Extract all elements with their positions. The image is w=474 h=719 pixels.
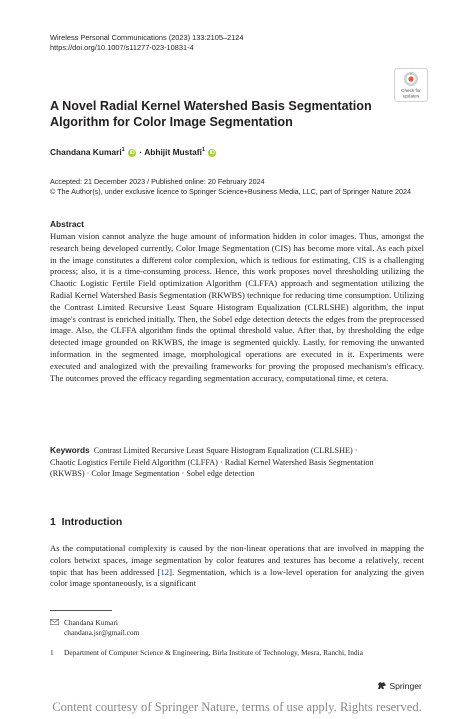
author-name[interactable]: Chandana Kumari (50, 147, 122, 157)
publication-dates (50, 177, 411, 196)
envelope-icon (50, 618, 59, 628)
journal-citation: Wireless Personal Communications (2023) 133:2105–2124 (50, 33, 244, 42)
keywords-text: Contrast Limited Recursive Least Square Histogram Equalization (CLRLSHE) · Chaotic Logistics Fertile Field Algorithm (CLFFA) · Radial Kernel Watershed Basis Segmentation (RKWBS) · Color Image Segmentation · Sobel edge detection (50, 446, 374, 479)
title-line-2: Algorithm for Color Image Segmentation (50, 115, 293, 129)
citation-link[interactable]: 12 (160, 566, 170, 577)
affiliation-footnote (50, 648, 390, 658)
section-title: Introduction (61, 517, 123, 528)
author-affiliation-mark: 1 (121, 147, 125, 154)
contact-email[interactable]: chandana.jsr@gmail.com (64, 627, 140, 637)
copyright-line: © The Author(s), under exclusive licence to Springer Science+Business Media, LLC, part of Springer Nature 2024 (50, 186, 411, 196)
affiliation-text: Department of Computer Science & Engineering, Birla Institute of Technology, Mesra, Ranchi, India (64, 648, 363, 657)
check-label-1: Check for (401, 88, 421, 93)
springer-logo (377, 681, 422, 691)
author-list (50, 147, 217, 157)
section-heading (50, 517, 122, 528)
journal-header (50, 33, 244, 53)
author-name[interactable]: Abhijit Mustafi (144, 147, 202, 157)
keywords-label: Keywords (50, 445, 90, 455)
orcid-icon[interactable]: iD (129, 150, 135, 156)
check-for-updates-icon (394, 68, 428, 102)
abstract-text: Human vision cannot analyze the huge amount of information hidden in color images. Thus, amongst the research being developed currently, Color Image Segmentation (CIS) has become more vital. As each pixel in the image constitutes a different color complexion, which is tedious for estimating, CIS is a challenging process; also, it is a time-consuming process. Hence, this work proposes novel thresholding utilizing the Chaotic Logistic Fertile Field optimization Algorithm (CLFFA) approach and segmentation utilizing the Radial Kernel Watershed Basis Segmentation (RKWBS) technique for reducing time consumption. Utilizing the Contrast Limited Recursive Least Square Histogram Equalization (CLRLSHE) algorithm, the input image's contrast is enriched initially. Then, the Sobel edge detection detects the edges from the preprocessed image. Also, the CLFFA algorithm finds the optimal threshold value. After that, by thresholding the edge detected image grounded on RKWBS, the image is segmented quickly. Lastly, for removing the unwanted information in the segmented image, morphological operations are executed in it. Experiments were executed and analogized with the prevailing frameworks for proving the proposed mechanism's efficacy. The outcomes proved the efficacy regarding segmentation accuracy, computational time, et cetera. (50, 231, 424, 383)
dates-line: Accepted: 21 December 2023 / Published online: 20 February 2024 (50, 177, 265, 186)
footnote-divider (50, 610, 112, 611)
title-line-1: A Novel Radial Kernel Watershed Basis Segmentation (50, 99, 372, 113)
section-number: 1 (50, 517, 56, 528)
check-label-2: updates (402, 93, 420, 99)
affiliation-number: 1 (50, 648, 54, 657)
author-separator: · (137, 147, 145, 157)
paper-title (50, 98, 380, 130)
orcid-icon[interactable]: iD (209, 150, 215, 156)
intro-text-part: As the computational complexity is caused by the non-linear operations that are involved in mapping the colors betwixt spaces, image segmentation by color features and textures has become a relatively, recent topic that has been addressed [ (50, 543, 424, 577)
introduction-text (50, 543, 424, 590)
copyright-banner: Content courtesy of Springer Nature, terms of use apply. Rights reserved. (0, 698, 474, 719)
publisher-name: Springer (389, 681, 422, 691)
check-for-updates-badge[interactable] (394, 68, 428, 102)
contact-name: Chandana Kumari (64, 618, 118, 627)
intro-text-part: ]. Segmentation, which is a low-level operation for analyzing the given color image spontaneously, is a significant (50, 566, 424, 589)
author-affiliation-mark: 1 (201, 147, 205, 154)
doi-link[interactable]: https://doi.org/10.1007/s11277-023-10831-4 (50, 43, 194, 52)
abstract-heading: Abstract (50, 219, 84, 229)
corresponding-author (50, 618, 139, 637)
springer-horse-icon (377, 681, 387, 690)
keywords-block (50, 445, 380, 480)
